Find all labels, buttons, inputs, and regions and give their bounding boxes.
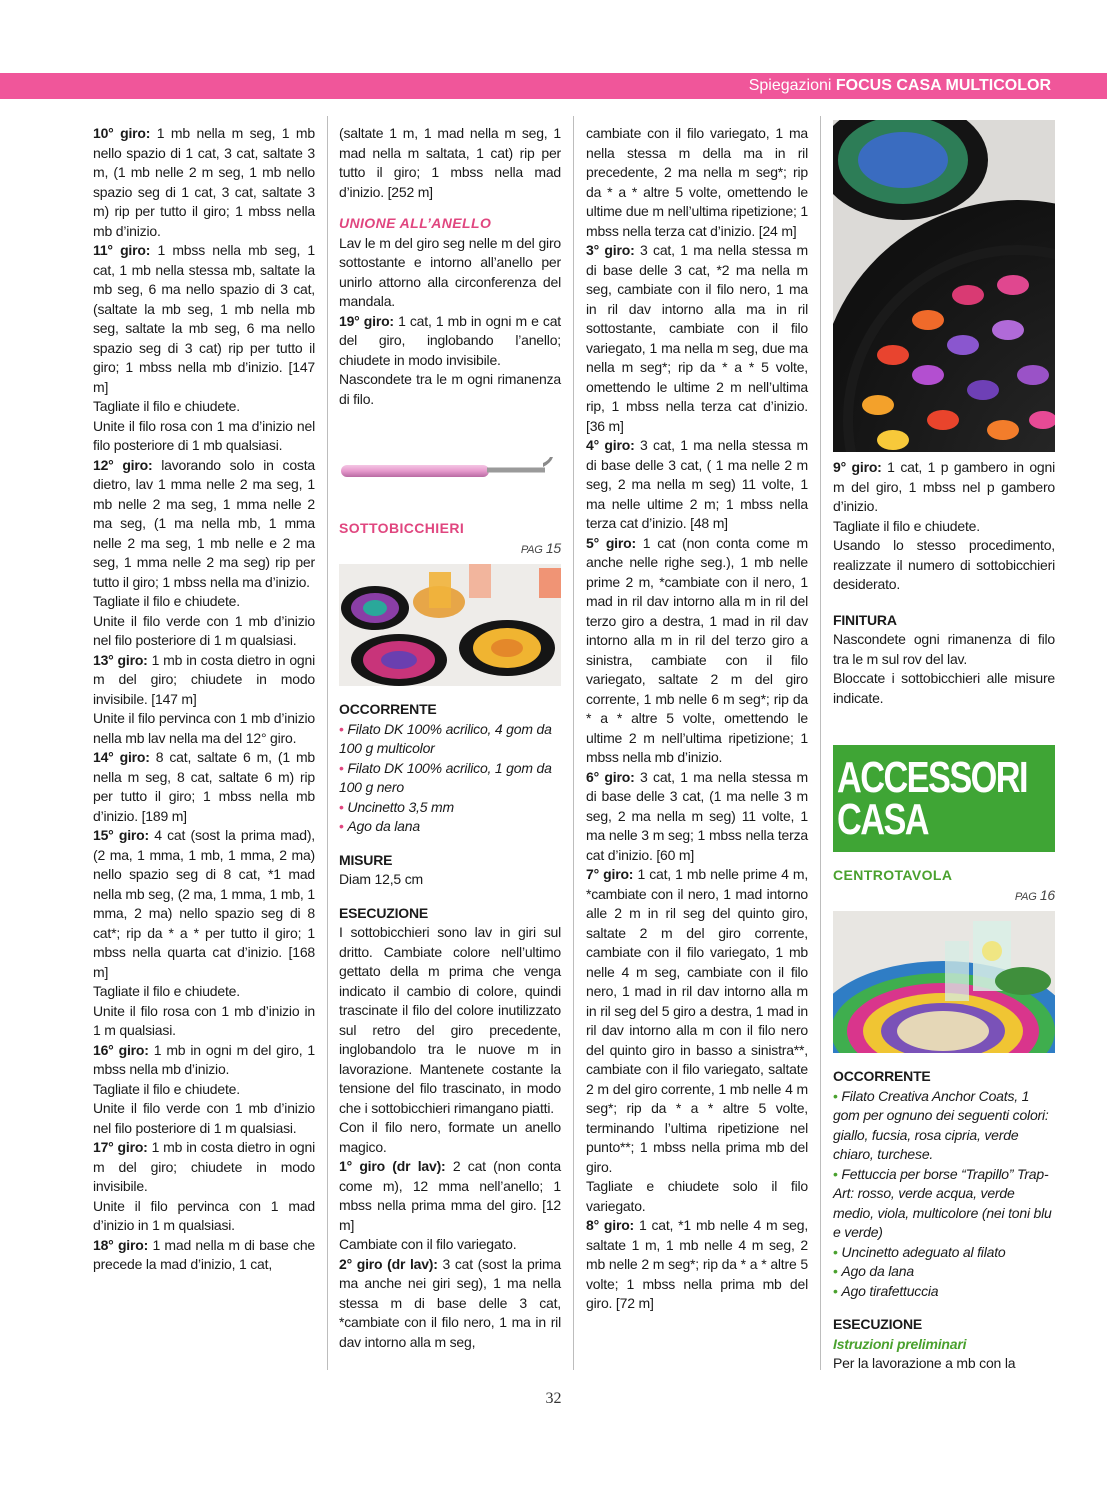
column-divider [573,116,574,1370]
paragraph: 3° giro: 3 cat, 1 ma nella stessa m di base delle 3 cat, *2 ma nella m seg, cambiate con il filo nero, 1 ma in ril dav intorno alla ma in ril sottostante, cambiate con il filo variegato, 1 ma nella m seg, due ma nella m seg*; rip da * a * 5 volte, omettendo le ultime 2 m nell’ultima rip, 1 mbss nella terza cat d’inizio. [36 m] [586,242,808,434]
paragraph: Unite il filo rosa con 1 ma d’inizio nel filo posteriore di 1 mb qualsiasi. [93,417,315,453]
paragraph: 4° giro: 3 cat, 1 ma nella stessa m di base delle 3 cat, ( 1 ma nelle 2 m seg, 2 ma nella m seg) 11 volte, 1 ma nelle ultime 2 m; 1 mbss nella terza cat d’inizio. [48 m] [586,437,808,531]
paragraph: 8° giro: 1 cat, *1 mb nelle 4 m seg, saltate 1 m, 1 mb nelle 4 m seg, 2 mb nelle 2 m seg*; rip da * a * altre 5 volte; 1 mbss nella prima mb del giro. [72 m] [586,1217,809,1311]
paragraph: Tagliate il filo e chiudete. [93,593,240,609]
paragraph: I sottobicchieri sono lav in giri sul dritto. Cambiate colore nell’ultimo gettato della m prima che venga indicato il cambio di colore, quindi trascinate il filo del colore inutilizzato sul retro del giro precedente, inglobandolo tra le nuove m in lavorazione. Mantenete costante la tensione del filo trascinato, in modo che i sottobicchieri rimangano piatti. [339,924,561,1116]
banner-line-2: CASA [837,795,929,844]
paragraph: 15° giro: 4 cat (sost la prima mad), (2 ma, 1 mma, 1 mb, 1 mma, 2 ma) nello spazio seg di 8 cat, *1 mad nella mb seg, (2 ma, 1 mma, 1 mb, 1 mma, 2 ma) nello spazio seg di 8 cat*; rip da * a * per tutto il giro; 1 mbss nella quarta cat d’inizio. [168 m] [93,827,315,980]
paragraph: Nascondete ogni rimanenza di filo tra le m sul rov del lav. [833,631,1055,667]
list-item: • Ago tirafettuccia [833,1282,939,1299]
coasters-photo [339,564,561,686]
centerpiece-photo [833,911,1055,1053]
column-divider [327,116,328,1370]
paragraph: 19° giro: 1 cat, 1 mb in ogni m e cat del giro, inglobando l’anello; chiudete in modo invisibile. [339,312,561,368]
paragraph: Usando lo stesso procedimento, realizzate il numero di sottobicchieri desiderato. [833,537,1055,592]
paragraph: Unite il filo pervinca con 1 mad d’inizio in 1 m qualsiasi. [93,1197,315,1233]
paragraph: Tagliate il filo e chiudete. [93,398,240,414]
paragraph: Tagliate il filo e chiudete. [93,1080,240,1097]
section-heading-occorrente: OCCORRENTE [339,701,437,717]
paragraph: Unite il filo verde con 1 mb d’inizio nel filo posteriore di 1 m qualsiasi. [93,1100,315,1136]
paragraph: 16° giro: 1 mb in ogni m del giro, 1 mbss nella mb d’inizio. [93,1041,315,1077]
paragraph: 7° giro: 1 cat, 1 mb nelle prime 4 m, *cambiate con il nero, 1 mad intorno alle 2 m in ril seg del quinto giro, saltate 2 m del giro corrente, cambiate con il filo variegato, 1 mb nelle 4 m seg, cambiate con il filo nero, 1 mad in ril dav intorno alla m in ril seg del 5 giro a destra, 1 mad in ril dav intorno alla m con il filo nero del quinto giro in basso a sinistra**, cambiate con il filo variegato, saltate 2 m del giro corrente, 1 mb nelle 4 m seg*; rip da * a * altre 5 volte, terminando l’ultima ripetizione nel punto**; 1 mbss nella prima mb del giro. [586,866,809,1175]
list-item: • Ago da lana [339,818,420,834]
section-heading-occorrente: OCCORRENTE [833,1068,931,1084]
page-reference: PAG 15 [520,539,561,556]
paragraph: Unite il filo pervinca con 1 mb d’inizio nella mb lav nella ma del 12° giro. [93,710,315,746]
section-heading-finitura: FINITURA [833,611,897,628]
list-item: • Uncinetto adeguato al filato [833,1243,1006,1260]
column-2 [339,124,561,1352]
paragraph: Tagliate e chiudete solo il filo variegato. [586,1178,808,1214]
paragraph: 6° giro: 3 cat, 1 ma nella stessa m di base delle 3 cat, (1 ma nelle 3 m seg, 2 ma nella m seg) 11 volte, 1 ma nelle 3 m seg; 1 mbss nella terza cat d’inizio. [60 m] [586,768,808,863]
paragraph: Cambiate con il filo variegato. [339,1236,517,1252]
paragraph: Tagliate il filo e chiudete. [833,517,980,534]
paragraph: cambiate con il filo variegato, 1 ma nella stessa m della ma in ril precedente, 2 ma nella m seg*; rip da * a * altre 5 volte, omettendo le ultime due m nell’ultima ripetizione; 1 mbss nella terza cat d’inizio. [24 m] [586,125,808,239]
paragraph: 1° giro (dr lav): 2 cat (non conta come m), 12 mma nell’anello; 1 mbss nella prima mma del giro. [12 m] [339,1158,561,1233]
paragraph: 10° giro: 1 mb nella m seg, 1 mb nello spazio di 1 cat, 3 cat, saltate 3 m, (1 mb nelle 2 m seg, 1 mb nello spazio seg di 1 cat, 3 cat, saltate 3 m) rip per tutto il giro; 1 mbss nella mb d’inizio. [93,125,315,239]
column-divider [820,116,821,1370]
paragraph: 17° giro: 1 mb in costa dietro in ogni m del giro; chiudete in modo invisibile. [93,1139,316,1194]
list-item: • Filato DK 100% acrilico, 4 gom da 100 g multicolor [339,720,552,756]
page-reference: PAG 16 [1014,886,1055,903]
paragraph: Tagliate il filo e chiudete. [93,983,240,999]
paragraph: Bloccate i sottobicchieri alle misure indicate. [833,670,1055,706]
banner-line-1: ACCESSORI [837,753,1028,802]
page-number: 32 [545,1390,562,1407]
paragraph: 14° giro: 8 cat, saltate 6 m, (1 mb nella m seg, 8 cat, saltate 6 m) rip per tutto il giro; 1 mbss nella mb d’inizio. [189 m] [93,749,315,824]
subheading-istruzioni: Istruzioni preliminari [833,1335,967,1352]
mandala-coaster-photo [833,120,1055,452]
list-item: • Uncinetto 3,5 mm [339,798,454,815]
section-heading-centrotavola: CENTROTAVOLA [833,867,953,883]
section-heading-misure: MISURE [339,851,393,868]
paragraph: 11° giro: 1 mbss nella mb seg, 1 cat, 1 mb nella stessa mb, saltate la mb seg, 6 ma nello spazio di 3 cat, (saltate la mb seg, 1 mb nella mb seg, saltate la mb seg, 6 ma nello spazio seg di 3 cat) rip per tutto il giro; 1 mbss nella mb d’inizio. [147 m] [93,242,315,395]
column-4-lower [833,866,1055,1374]
paragraph: Nascondete tra le m ogni rimanenza di filo. [339,371,561,407]
section-heading-sottobicchieri: SOTTOBICCHIERI [339,520,465,536]
section-heading-esecuzione: ESECUZIONE [339,904,429,921]
paragraph: Unite il filo rosa con 1 mb d’inizio in 1 m qualsiasi. [93,1002,315,1038]
paragraph: Per la lavorazione a mb con la [833,1355,1016,1371]
section-banner-accessori-casa [833,745,1055,852]
header-bar [0,73,1107,99]
column-3 [586,124,808,1314]
paragraph: 9° giro: 1 cat, 1 p gambero in ogni m del giro, 1 mbss nel p gambero d’inizio. [833,459,1056,514]
list-item: • Filato DK 100% acrilico, 1 gom da 100 g nero [339,759,552,795]
paragraph: Con il filo nero, formate un anello magico. [339,1119,561,1155]
crochet-hook-image [339,409,561,519]
section-heading-unione: UNIONE ALL’ANELLO [339,215,492,231]
paragraph: Diam 12,5 cm [339,871,423,887]
paragraph: 13° giro: 1 mb in costa dietro in ogni m del giro; chiudete in modo invisibile. [147 m] [93,651,316,707]
list-item: • Ago da lana [833,1263,914,1279]
paragraph: Unite il filo verde con 1 mb d’inizio nel filo posteriore di 1 m qualsiasi. [93,612,315,648]
paragraph: 12° giro: lavorando solo in costa dietro, lav 1 mma nelle 2 ma seg, 1 mb nelle 2 ma seg, 1 mma nelle 2 ma seg, (1 ma nella mb, 1 mma nelle 2 ma seg, 1 mb nelle e 2 ma seg, 1 mma nelle 2 ma seg) rip per tutto il giro; 1 mbss nella ma d’inizio. [93,456,315,590]
paragraph: (saltate 1 m, 1 mad nella m seg, 1 mad nella m saltata, 1 cat) rip per tutto il giro; 1 mbss nella mad d’inizio. [252 m] [339,125,561,200]
column-4 [833,458,1055,708]
paragraph: 2° giro (dr lav): 3 cat (sost la prima ma anche nei giri seg), 1 ma nella stessa m di base delle 3 cat, *cambiate con il filo nero, 1 ma in ril dav intorno alla m seg, [339,1255,561,1350]
paragraph: Lav le m del giro seg nelle m del giro sottostante e intorno all’anello per unirlo attorno alla circonferenza del mandala. [339,234,561,309]
list-item: • Filato Creativa Anchor Coats, 1 gom per ognuno dei seguenti colori: giallo, fucsia, rosa cipria, verde chiaro, turchese. [833,1087,1049,1162]
header-title: Spiegazioni FOCUS CASA MULTICOLOR [748,77,1051,94]
paragraph: 18° giro: 1 mad nella m di base che precede la mad d’inizio, 1 cat, [93,1236,315,1272]
section-heading-esecuzione: ESECUZIONE [833,1316,923,1332]
column-1 [93,124,315,1275]
paragraph: 5° giro: 1 cat (non conta come m anche nelle righe seg.), 1 mb nelle prime 2 m, *cambiate con il nero, 1 mad in ril dav intorno alla m in ril del terzo giro a destra, 1 mad in ril dav intorno alla m in ril del terzo giro a sinistra, cambiate con il filo variegato, saltate 2 m del giro corrente, 1 mb nelle 6 m seg*; rip da * a * altre 5 volte, omettendo le ultime 2 m nell’ultima ripetizione; 1 mbss nella mb d’inizio. [586,534,808,765]
list-item: • Fettuccia per borse “Trapillo” Trap-Art: rosso, verde acqua, verde medio, viola, multicolore (nei toni blu e verde) [833,1165,1052,1240]
